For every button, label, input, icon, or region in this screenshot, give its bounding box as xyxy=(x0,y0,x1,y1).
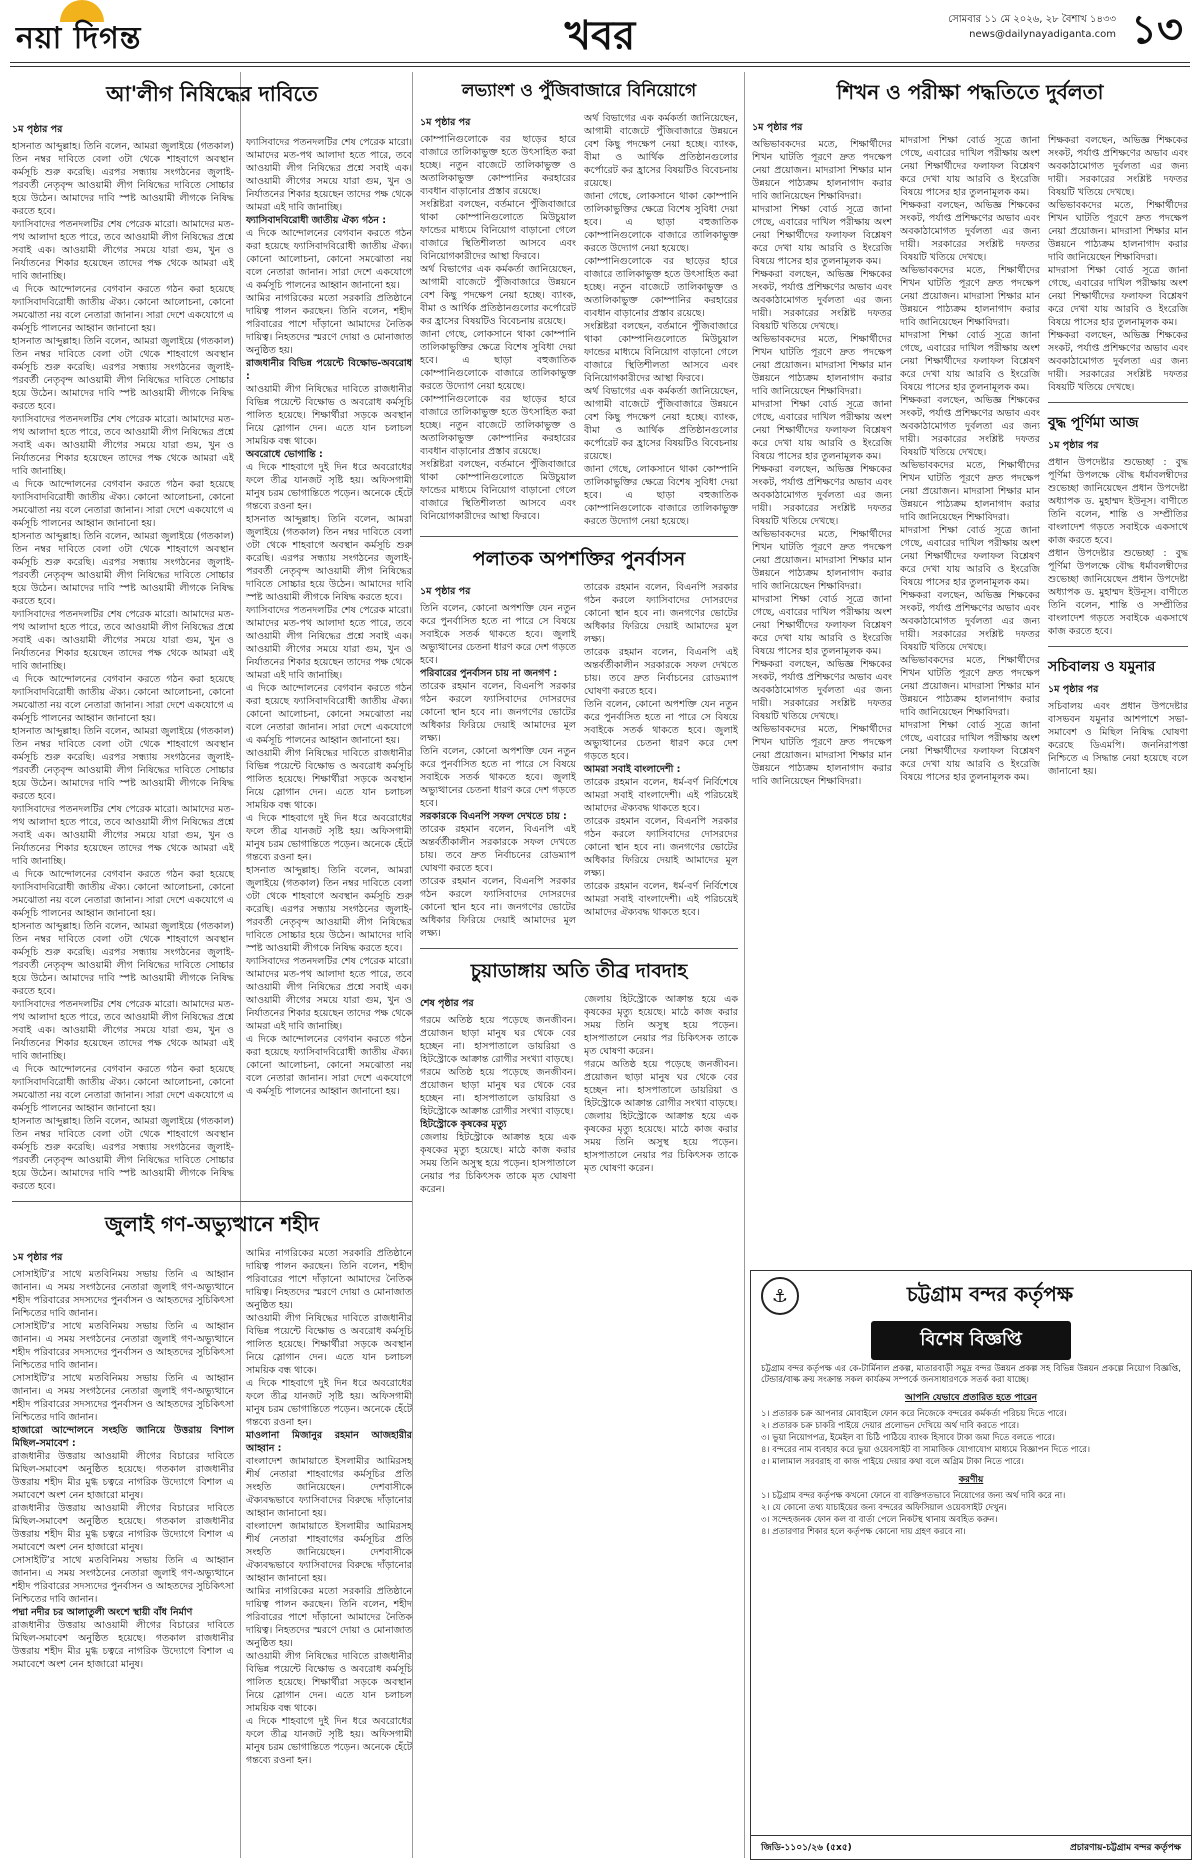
story-paragraph: ফ্যাসিবাদের পতনদলটির শেষ পেরেক মারো। আমাদের মত-পথ আলাদা হতে পারে, তবে আওয়ামী লীগ নিষিদ্ধের প্রশ্নে সবাই এক। আওয়ামী লীগের সময়ে যারা গুম, খুন ও নির্যাতনের শিকার হয়েছেন তাদের পক্ষ থেকে আমরা এই দাবি জানাচ্ছি। xyxy=(12,219,234,282)
story-paragraph: তারেক রহমান বলেন, বিএনপি সরকার গঠন করলে ফ্যাসিবাদের দোসরদের কোনো স্থান হবে না। জনগণের ভোটের অধিকার ফিরিয়ে দেয়াই আমাদের মূল লক্ষ্য। xyxy=(420,876,576,939)
story-paragraph: জেলায় হিটস্ট্রোকে আক্রান্ত হয়ে এক কৃষকের মৃত্যু হয়েছে। মাঠে কাজ করার সময় তিনি অসুস্থ হয়ে পড়েন। হাসপাতালে নেয়ার পর চিকিৎসক তাকে মৃত ঘোষণা করেন। xyxy=(584,994,738,1057)
column-center xyxy=(420,72,738,1858)
story-paragraph: অভিভাবকদের মতে, শিক্ষার্থীদের শিখন ঘাটতি পূরণে দ্রুত পদক্ষেপ নেয়া প্রয়োজন। মাদরাসা শিক্ষার মান উন্নয়নে পাঠ্যক্রম হালনাগাদ করার দাবি জানিয়েছেন শিক্ষাবিদরা। xyxy=(752,724,892,787)
story-paragraph: প্রধান উপদেষ্টার শুভেচ্ছা : বুদ্ধ পূর্ণিমা উপলক্ষে বৌদ্ধ ধর্মাবলম্বীদের শুভেচ্ছা জানিয়েছেন প্রধান উপদেষ্টা অধ্যাপক ড. মুহাম্মদ ইউনূস। বাণীতে তিনি বলেন, শান্তি ও সম্প্রীতির বাংলাদেশ গড়তে সবাইকে একসাথে কাজ করতে হবে। xyxy=(1048,548,1188,637)
story-paragraph: মাদরাসা শিক্ষা বোর্ড সূত্রে জানা গেছে, এবারের দাখিল পরীক্ষায় অংশ নেয়া শিক্ষার্থীদের ফলাফল বিশ্লেষণ করে দেখা যায় আরবি ও ইংরেজি বিষয়ে পাসের হার তুলনামূলক কম। xyxy=(900,330,1040,393)
story-paragraph xyxy=(246,1429,412,1455)
story-paragraph: এ দিকে শাহবাগে দুই দিন ধরে অবরোধের ফলে তীব্র যানজট সৃষ্টি হয়। অফিসগামী মানুষ চরম ভোগান্তিতে পড়েন। অনেকে হেঁটে গন্তব্যে রওনা হন। xyxy=(246,462,412,512)
subhead: আমরা সবাই বাংলাদেশী : xyxy=(584,764,681,775)
story-paragraph: হাসনাত আব্দুল্লাহ। তিনি বলেন, আমরা জুলাইয়ে (গতকাল) তিন নম্বর দাবিতে বেলা ৩টা থেকে শাহবাগে অবস্থান কর্মসূচি শুরু করেছি। এরপর সন্ধ্যায় সংগঠনের জুলাই-পরবর্তী নেতৃবৃন্দ আওয়ামী লীগ নিষিদ্ধের দাবিতে সোচ্চার হয়ে উঠেন। আমাদের দাবি স্পষ্ট আওয়ামী লীগকে নিষিদ্ধ করতে হবে। xyxy=(12,141,234,217)
header-rule-2 xyxy=(10,66,1190,67)
story-paragraph xyxy=(420,810,576,823)
story-divider xyxy=(1048,646,1188,647)
story-paragraph: এ দিকে শাহবাগে দুই দিন ধরে অবরোধের ফলে তীব্র যানজট সৃষ্টি হয়। অফিসগামী মানুষ চরম ভোগান্তিতে পড়েন। অনেকে হেঁটে গন্তব্যে রওনা হন। xyxy=(246,813,412,863)
story-paragraph: রাজধানীর উত্তরায় আওয়ামী লীগের বিচারের দাবিতে মিছিল-সমাবেশ অনুষ্ঠিত হয়েছে। গতকাল রাজধানীর উত্তরায় শহীদ মীর মুগ্ধ চত্বরে নাগরিক উদ্যোগে বিশাল এ সমাবেশে অংশ নেন হাজারো মানুষ। xyxy=(12,1503,234,1553)
story-paragraph: তারেক রহমান বলেন, ধর্ম-বর্ণ নির্বিশেষে আমরা সবাই বাংলাদেশী। এই পরিচয়েই আমাদের ঐক্যবদ্ধ থাকতে হবে। xyxy=(584,777,738,814)
continued-label: শেষ পৃষ্ঠার পর xyxy=(420,998,474,1009)
story-paragraph: আমির নাগরিকের মতো সরকারি প্রতিষ্ঠানে দায়িত্ব পালন করছেন। তিনি বলেন, শহীদ পরিবারের পাশে দাঁড়ানো আমাদের নৈতিক দায়িত্ব। নিহতদের স্মরণে দোয়া ও মোনাজাত অনুষ্ঠিত হয়। xyxy=(246,1586,412,1649)
story-paragraph: এ দিকে আন্দোলনের বেগবান করতে গঠন করা হয়েছে ফ্যাসিবাদবিরোধী জাতীয় ঐক্য। কোনো আলোচনা, কোনো সমঝোতা নয় বলে নেতারা জানান। সারা দেশে একযোগে এ কর্মসূচি পালনের আহ্বান জানানো হয়। xyxy=(12,869,234,919)
story-paragraph xyxy=(12,1606,234,1619)
story-capital-market xyxy=(420,112,576,523)
port-authority-notice-ad xyxy=(750,1270,1192,1860)
story-paragraph: সংশ্লিষ্টরা বলছেন, বর্তমানে পুঁজিবাজারে থাকা কোম্পানিগুলোতে মিউচুয়াল ফান্ডের মাধ্যমে বিনিয়োগ বাড়ানো গেলে বাজারে স্থিতিশীলতা আসবে এবং বিনিয়োগকারীদের আস্থা ফিরবে। xyxy=(420,199,576,262)
story-paragraph: আমির নাগরিকের মতো সরকারি প্রতিষ্ঠানে দায়িত্ব পালন করছেন। তিনি বলেন, শহীদ পরিবারের পাশে দাঁড়ানো আমাদের নৈতিক দায়িত্ব। নিহতদের স্মরণে দোয়া ও মোনাজাত অনুষ্ঠিত হয়। xyxy=(246,1248,412,1311)
subhead: মাওলানা মিজানুর রহমান আজহারীর আহ্বান : xyxy=(246,1430,412,1454)
story-paragraph: সোসাইটি’র সাথে মতবিনিময় সভায় তিনি এ আহ্বান জানান। এ সময় সংগঠনের নেতারা জুলাই গণ-অভ্যুত্থানে শহীদ পরিবারের সদস্যদের পুনর্বাসন ও আহতদের সুচিকিৎসা নিশ্চিতের দাবি জানান। xyxy=(12,1373,234,1423)
newspaper-logo[interactable]: নয়া দিগন্ত xyxy=(16,21,142,56)
ad-header xyxy=(751,1271,1191,1315)
story-fugitive-forces-cont xyxy=(584,581,738,919)
story-paragraph: রাজধানীর উত্তরায় আওয়ামী লীগের বিচারের দাবিতে মিছিল-সমাবেশ অনুষ্ঠিত হয়েছে। গতকাল রাজধানীর উত্তরায় শহীদ মীর মুগ্ধ চত্বরে নাগরিক উদ্যোগে বিশাল এ সমাবেশে অংশ নেন হাজারো মানুষ। xyxy=(12,1620,234,1670)
column-right xyxy=(752,72,1188,1262)
headline-july-martyrs[interactable]: জুলাই গণ-অভ্যুত্থানে শহীদ xyxy=(104,1212,320,1236)
subhead: হিটস্ট্রোকে কৃষকের মৃত্যু xyxy=(420,1119,507,1130)
story-paragraph: সোসাইটি’র সাথে মতবিনিময় সভায় তিনি এ আহ্বান জানান। এ সময় সংগঠনের নেতারা জুলাই গণ-অভ্যুত্থানে শহীদ পরিবারের সদস্যদের পুনর্বাসন ও আহতদের সুচিকিৎসা নিশ্চিতের দাবি জানান। xyxy=(12,1269,234,1319)
story-paragraph: সচিবালয় এবং প্রধান উপদেষ্টার বাসভবন যমুনার আশপাশে সভা-সমাবেশ ও মিছিল নিষিদ্ধ ঘোষণা করেছে ডিএমপি। জননিরাপত্তা নিশ্চিতে এ সিদ্ধান্ত নেয়া হয়েছে বলে জানানো হয়। xyxy=(1048,701,1188,777)
subhead: পদ্মা নদীর চর আলাতুলী অংশে স্থায়ী বাঁধ নির্মাণ xyxy=(12,1607,193,1618)
story-paragraph: শিক্ষকরা বলছেন, অভিজ্ঞ শিক্ষকের সংকট, পর্যাপ্ত প্রশিক্ষণের অভাব এবং অবকাঠামোগত দুর্বলতা এর জন্য দায়ী। সরকারের সংশ্লিষ্ট দফতর বিষয়টি খতিয়ে দেখছে। xyxy=(1048,330,1188,393)
continued-label: ১ম পৃষ্ঠার পর xyxy=(1048,684,1099,695)
ad-list-item: ২। যে কোনো তথ্য যাচাইয়ের জন্য বন্দরের অফিসিয়াল ওয়েবসাইট দেখুন। xyxy=(761,1503,1007,1513)
story-paragraph: সোসাইটি’র সাথে মতবিনিময় সভায় তিনি এ আহ্বান জানান। এ সময় সংগঠনের নেতারা জুলাই গণ-অভ্যুত্থানে শহীদ পরিবারের সদস্যদের পুনর্বাসন ও আহতদের সুচিকিৎসা নিশ্চিতের দাবি জানান। xyxy=(12,1321,234,1371)
ad-footer xyxy=(751,1835,1191,1859)
continued-label: ১ম পৃষ্ঠার পর xyxy=(420,117,471,128)
story-chuadanga-heat xyxy=(420,993,576,1196)
continued-label: ১ম পৃষ্ঠার পর xyxy=(1048,440,1099,451)
story-paragraph: তারেক রহমান বলেন, বিএনপি সরকার গঠন করলে ফ্যাসিবাদের দোসরদের কোনো স্থান হবে না। জনগণের ভোটের অধিকার ফিরিয়ে দেয়াই আমাদের মূল লক্ষ্য। xyxy=(584,816,738,879)
continued-label: ১ম পৃষ্ঠার পর xyxy=(12,124,63,135)
subhead: হাজারো আন্দোলনে সংহতি জানিয়ে উত্তরায় বিশাল মিছিল-সমাবেশ : xyxy=(12,1425,234,1449)
story-paragraph: তারেক রহমান বলেন, বিএনপি এই অন্তর্বর্তীকালীন সরকারকে সফল দেখতে চায়। তবে দ্রুত নির্বাচনের রোডম্যাপ ঘোষণা করতে হবে। xyxy=(420,824,576,874)
story-learning-weakness-cont xyxy=(900,117,1040,784)
story-paragraph: হাসনাত আব্দুল্লাহ। তিনি বলেন, আমরা জুলাইয়ে (গতকাল) তিন নম্বর দাবিতে বেলা ৩টা থেকে শাহবাগে অবস্থান কর্মসূচি শুরু করেছি। এরপর সন্ধ্যায় সংগঠনের জুলাই-পরবর্তী নেতৃবৃন্দ আওয়ামী লীগ নিষিদ্ধের দাবিতে সোচ্চার হয়ে উঠেন। আমাদের দাবি স্পষ্ট আওয়ামী লীগকে নিষিদ্ধ করতে হবে। xyxy=(12,1116,234,1192)
headline-chuadanga-heat[interactable]: চুয়াডাঙ্গায় অতি তীব্র দাবদাহ xyxy=(470,960,688,982)
story-paragraph: অভিভাবকদের মতে, শিক্ষার্থীদের শিখন ঘাটতি পূরণে দ্রুত পদক্ষেপ নেয়া প্রয়োজন। মাদরাসা শিক্ষার মান উন্নয়নে পাঠ্যক্রম হালনাগাদ করার দাবি জানিয়েছেন শিক্ষাবিদরা। xyxy=(900,460,1040,523)
ad-subheading: করণীয় xyxy=(958,1475,984,1485)
story-paragraph: প্রধান উপদেষ্টার শুভেচ্ছা : বুদ্ধ পূর্ণিমা উপলক্ষে বৌদ্ধ ধর্মাবলম্বীদের শুভেচ্ছা জানিয়েছেন প্রধান উপদেষ্টা অধ্যাপক ড. মুহাম্মদ ইউনূস। বাণীতে তিনি বলেন, শান্তি ও সম্প্রীতির বাংলাদেশ গড়তে সবাইকে একসাথে কাজ করতে হবে। xyxy=(1048,457,1188,546)
story-paragraph: অভিভাবকদের মতে, শিক্ষার্থীদের শিখন ঘাটতি পূরণে দ্রুত পদক্ষেপ নেয়া প্রয়োজন। মাদরাসা শিক্ষার মান উন্নয়নে পাঠ্যক্রম হালনাগাদ করার দাবি জানিয়েছেন শিক্ষাবিদরা। xyxy=(752,139,892,202)
ad-list-item: ৩। সন্দেহজনক ফোন কল বা বার্তা পেলে নিকটস্থ থানায় অবহিত করুন। xyxy=(761,1515,998,1525)
story-paragraph: গরমে অতিষ্ঠ হয়ে পড়েছে জনজীবন। প্রয়োজন ছাড়া মানুষ ঘর থেকে বের হচ্ছেন না। হাসপাতালে ডায়রিয়া ও হিটস্ট্রোকে আক্রান্ত রোগীর সংখ্যা বাড়ছে। xyxy=(420,1015,576,1065)
ad-list-item: ৪। প্রতারণার শিকার হলে কর্তৃপক্ষ কোনো দায় গ্রহণ করবে না। xyxy=(761,1527,966,1537)
story-paragraph: গরমে অতিষ্ঠ হয়ে পড়েছে জনজীবন। প্রয়োজন ছাড়া মানুষ ঘর থেকে বের হচ্ছেন না। হাসপাতালে ডায়রিয়া ও হিটস্ট্রোকে আক্রান্ত রোগীর সংখ্যা বাড়ছে। xyxy=(584,1059,738,1109)
ad-list-item: ১। প্রতারক চক্র আপনার মোবাইলে ফোন করে নিজেকে বন্দরের কর্মকর্তা পরিচয় দিতে পারে। xyxy=(761,1409,1067,1419)
story-paragraph: কোম্পানিগুলোকে বর ছাড়ের হারে বাজারে তালিকাভুক্ত হতে উৎসাহিত করা হচ্ছে। নতুন বাজেটে তালিকাভুক্ত ও অতালিকাভুক্ত কোম্পানির করহারের ব্যবধান বাড়ানোর প্রস্তাব রয়েছে। xyxy=(584,256,738,319)
story-paragraph: তিনি বলেন, কোনো অপশক্তি যেন নতুন করে পুনর্বাসিত হতে না পারে সে বিষয়ে সবাইকে সতর্ক থাকতে হবে। জুলাই অভ্যুত্থানের চেতনা ধারণ করে দেশ গড়তে হবে। xyxy=(420,746,576,809)
story-paragraph: ফ্যাসিবাদের পতনদলটির শেষ পেরেক মারো। আমাদের মত-পথ আলাদা হতে পারে, তবে আওয়ামী লীগ নিষিদ্ধের প্রশ্নে সবাই এক। আওয়ামী লীগের সময়ে যারা গুম, খুন ও নির্যাতনের শিকার হয়েছেন তাদের পক্ষ থেকে আমরা এই দাবি জানাচ্ছি। xyxy=(12,999,234,1062)
story-paragraph: আওয়ামী লীগ নিষিদ্ধের দাবিতে রাজধানীর বিভিন্ন পয়েন্টে বিক্ষোভ ও অবরোধ কর্মসূচি পালিত হয়েছে। শিক্ষার্থীরা সড়কে অবস্থান নিয়ে স্লোগান দেন। এতে যান চলাচল সাময়িক বন্ধ থাকে। xyxy=(246,1651,412,1714)
section-title: খবর xyxy=(564,12,636,59)
story-paragraph: গরমে অতিষ্ঠ হয়ে পড়েছে জনজীবন। প্রয়োজন ছাড়া মানুষ ঘর থেকে বের হচ্ছেন না। হাসপাতালে ডায়রিয়া ও হিটস্ট্রোকে আক্রান্ত রোগীর সংখ্যা বাড়ছে। xyxy=(420,1067,576,1117)
story-paragraph: অর্থ বিভাগের এক কর্মকর্তা জানিয়েছেন, আগামী বাজেটে পুঁজিবাজারে উন্নয়নে বেশ কিছু পদক্ষেপ নেয়া হচ্ছে। ব্যাংক, বীমা ও আর্থিক প্রতিষ্ঠানগুলোর কর্পোরেট কর হ্রাসের বিষয়টিও বিবেচনায় রয়েছে। xyxy=(584,386,738,462)
story-capital-market-cont xyxy=(584,112,738,528)
story-paragraph: ফ্যাসিবাদের পতনদলটির শেষ পেরেক মারো। আমাদের মত-পথ আলাদা হতে পারে, তবে আওয়ামী লীগ নিষিদ্ধের প্রশ্নে সবাই এক। আওয়ামী লীগের সময়ে যারা গুম, খুন ও নির্যাতনের শিকার হয়েছেন তাদের পক্ষ থেকে আমরা এই দাবি জানাচ্ছি। xyxy=(12,414,234,477)
ad-list-item: ৩। ভুয়া নিয়োগপত্র, ইমেইল বা চিঠি পাঠিয়ে ব্যাংক হিসাবে টাকা জমা দিতে বলতে পারে। xyxy=(761,1433,1055,1443)
headline-learning-weakness[interactable]: শিখন ও পরীক্ষা পদ্ধতিতে দুর্বলতা xyxy=(836,80,1104,104)
story-awami-league-ban-cont xyxy=(246,119,412,1098)
story-paragraph: এ দিকে আন্দোলনের বেগবান করতে গঠন করা হয়েছে ফ্যাসিবাদবিরোধী জাতীয় ঐক্য। কোনো আলোচনা, কোনো সমঝোতা নয় বলে নেতারা জানান। সারা দেশে একযোগে এ কর্মসূচি পালনের আহ্বান জানানো হয়। xyxy=(246,228,412,291)
page-number: ১৩ xyxy=(1131,6,1183,53)
story-paragraph: ফ্যাসিবাদের পতনদলটির শেষ পেরেক মারো। আমাদের মত-পথ আলাদা হতে পারে, তবে আওয়ামী লীগ নিষিদ্ধের প্রশ্নে সবাই এক। আওয়ামী লীগের সময়ে যারা গুম, খুন ও নির্যাতনের শিকার হয়েছেন তাদের পক্ষ থেকে আমরা এই দাবি জানাচ্ছি। xyxy=(246,956,412,1032)
story-paragraph xyxy=(246,357,412,383)
masthead xyxy=(0,0,1200,62)
story-paragraph: মাদরাসা শিক্ষা বোর্ড সূত্রে জানা গেছে, এবারের দাখিল পরীক্ষায় অংশ নেয়া শিক্ষার্থীদের ফলাফল বিশ্লেষণ করে দেখা যায় আরবি ও ইংরেজি বিষয়ে পাসের হার তুলনামূলক কম। xyxy=(752,399,892,462)
story-divider xyxy=(420,536,738,537)
story-fugitive-forces xyxy=(420,581,576,940)
ad-banner: বিশেষ বিজ্ঞপ্তি xyxy=(871,1321,1071,1360)
story-paragraph: এ দিকে আন্দোলনের বেগবান করতে গঠন করা হয়েছে ফ্যাসিবাদবিরোধী জাতীয় ঐক্য। কোনো আলোচনা, কোনো সমঝোতা নয় বলে নেতারা জানান। সারা দেশে একযোগে এ কর্মসূচি পালনের আহ্বান জানানো হয়। xyxy=(12,284,234,334)
continued-label: ১ম পৃষ্ঠার পর xyxy=(752,122,803,133)
story-paragraph xyxy=(420,667,576,680)
headline-secretariat-jamuna[interactable]: সচিবালয় ও যমুনার xyxy=(1048,659,1156,675)
story-paragraph: মাদরাসা শিক্ষা বোর্ড সূত্রে জানা গেছে, এবারের দাখিল পরীক্ষায় অংশ নেয়া শিক্ষার্থীদের ফলাফল বিশ্লেষণ করে দেখা যায় আরবি ও ইংরেজি বিষয়ে পাসের হার তুলনামূলক কম। xyxy=(900,525,1040,588)
story-paragraph: এ দিকে শাহবাগে দুই দিন ধরে অবরোধের ফলে তীব্র যানজট সৃষ্টি হয়। অফিসগামী মানুষ চরম ভোগান্তিতে পড়েন। অনেকে হেঁটে গন্তব্যে রওনা হন। xyxy=(246,1716,412,1766)
story-paragraph: শিক্ষকরা বলছেন, অভিজ্ঞ শিক্ষকের সংকট, পর্যাপ্ত প্রশিক্ষণের অভাব এবং অবকাঠামোগত দুর্বলতা এর জন্য দায়ী। সরকারের সংশ্লিষ্ট দফতর বিষয়টি খতিয়ে দেখছে। xyxy=(900,395,1040,458)
dateline xyxy=(948,12,1116,42)
story-paragraph: মাদরাসা শিক্ষা বোর্ড সূত্রে জানা গেছে, এবারের দাখিল পরীক্ষায় অংশ নেয়া শিক্ষার্থীদের ফলাফল বিশ্লেষণ করে দেখা যায় আরবি ও ইংরেজি বিষয়ে পাসের হার তুলনামূলক কম। xyxy=(752,594,892,657)
ad-list-item: ৪। বন্দরের নাম ব্যবহার করে ভুয়া ওয়েবসাইট বা সামাজিক যোগাযোগ মাধ্যমে বিজ্ঞাপন দিতে পারে। xyxy=(761,1445,1091,1455)
story-paragraph: এ দিকে আন্দোলনের বেগবান করতে গঠন করা হয়েছে ফ্যাসিবাদবিরোধী জাতীয় ঐক্য। কোনো আলোচনা, কোনো সমঝোতা নয় বলে নেতারা জানান। সারা দেশে একযোগে এ কর্মসূচি পালনের আহ্বান জানানো হয়। xyxy=(12,1064,234,1114)
story-paragraph: বাংলাদেশ জামায়াতে ইসলামীর আমিরসহ শীর্ষ নেতারা শাহবাগের কর্মসূচির প্রতি সংহতি জানিয়েছেন। দেশবাসীকে ঐক্যবদ্ধভাবে ফ্যাসিবাদের বিরুদ্ধে দাঁড়ানোর আহ্বান জানানো হয়। xyxy=(246,1456,412,1519)
story-divider xyxy=(1048,402,1188,403)
story-paragraph: অভিভাবকদের মতে, শিক্ষার্থীদের শিখন ঘাটতি পূরণে দ্রুত পদক্ষেপ নেয়া প্রয়োজন। মাদরাসা শিক্ষার মান উন্নয়নে পাঠ্যক্রম হালনাগাদ করার দাবি জানিয়েছেন শিক্ষাবিদরা। xyxy=(900,265,1040,328)
story-paragraph: মাদরাসা শিক্ষা বোর্ড সূত্রে জানা গেছে, এবারের দাখিল পরীক্ষায় অংশ নেয়া শিক্ষার্থীদের ফলাফল বিশ্লেষণ করে দেখা যায় আরবি ও ইংরেজি বিষয়ে পাসের হার তুলনামূলক কম। xyxy=(900,135,1040,198)
email-link[interactable]: news@dailynayadiganta.com xyxy=(969,29,1116,40)
ad-warning-list xyxy=(751,1409,1191,1468)
column-awami-league-ban xyxy=(12,72,412,1858)
story-paragraph: ফ্যাসিবাদের পতনদলটির শেষ পেরেক মারো। আমাদের মত-পথ আলাদা হতে পারে, তবে আওয়ামী লীগ নিষিদ্ধের প্রশ্নে সবাই এক। আওয়ামী লীগের সময়ে যারা গুম, খুন ও নির্যাতনের শিকার হয়েছেন তাদের পক্ষ থেকে আমরা এই দাবি জানাচ্ছি। xyxy=(12,804,234,867)
story-awami-league-ban xyxy=(12,119,234,1193)
story-paragraph xyxy=(584,763,738,776)
story-paragraph: বাংলাদেশ জামায়াতে ইসলামীর আমিরসহ শীর্ষ নেতারা শাহবাগের কর্মসূচির প্রতি সংহতি জানিয়েছেন। দেশবাসীকে ঐক্যবদ্ধভাবে ফ্যাসিবাদের বিরুদ্ধে দাঁড়ানোর আহ্বান জানানো হয়। xyxy=(246,1521,412,1584)
story-paragraph: হাসনাত আব্দুল্লাহ। তিনি বলেন, আমরা জুলাইয়ে (গতকাল) তিন নম্বর দাবিতে বেলা ৩টা থেকে শাহবাগে অবস্থান কর্মসূচি শুরু করেছি। এরপর সন্ধ্যায় সংগঠনের জুলাই-পরবর্তী নেতৃবৃন্দ আওয়ামী লীগ নিষিদ্ধের দাবিতে সোচ্চার হয়ে উঠেন। আমাদের দাবি স্পষ্ট আওয়ামী লীগকে নিষিদ্ধ করতে হবে। xyxy=(12,921,234,997)
story-paragraph: আওয়ামী লীগ নিষিদ্ধের দাবিতে রাজধানীর বিভিন্ন পয়েন্টে বিক্ষোভ ও অবরোধ কর্মসূচি পালিত হয়েছে। শিক্ষার্থীরা সড়কে অবস্থান নিয়ে স্লোগান দেন। এতে যান চলাচল সাময়িক বন্ধ থাকে। xyxy=(246,748,412,811)
story-paragraph: অভিভাবকদের মতে, শিক্ষার্থীদের শিখন ঘাটতি পূরণে দ্রুত পদক্ষেপ নেয়া প্রয়োজন। মাদরাসা শিক্ষার মান উন্নয়নে পাঠ্যক্রম হালনাগাদ করার দাবি জানিয়েছেন শিক্ষাবিদরা। xyxy=(1048,200,1188,263)
ad-action-list xyxy=(751,1491,1191,1538)
story-paragraph: তারেক রহমান বলেন, বিএনপি সরকার গঠন করলে ফ্যাসিবাদের দোসরদের কোনো স্থান হবে না। জনগণের ভোটের অধিকার ফিরিয়ে দেয়াই আমাদের মূল লক্ষ্য। xyxy=(420,681,576,744)
story-paragraph: রাজধানীর উত্তরায় আওয়ামী লীগের বিচারের দাবিতে মিছিল-সমাবেশ অনুষ্ঠিত হয়েছে। গতকাল রাজধানীর উত্তরায় শহীদ মীর মুগ্ধ চত্বরে নাগরিক উদ্যোগে বিশাল এ সমাবেশে অংশ নেন হাজারো মানুষ। xyxy=(12,1451,234,1501)
story-paragraph: অর্থ বিভাগের এক কর্মকর্তা জানিয়েছেন, আগামী বাজেটে পুঁজিবাজারে উন্নয়নে বেশ কিছু পদক্ষেপ নেয়া হচ্ছে। ব্যাংক, বীমা ও আর্থিক প্রতিষ্ঠানগুলোর কর্পোরেট কর হ্রাসের বিষয়টিও বিবেচনায় রয়েছে। xyxy=(584,113,738,189)
ad-code: জিডি-১১০১/২৬ (৫x৫) xyxy=(761,1843,852,1853)
ad-authority-name: চট্টগ্রাম বন্দর কর্তৃপক্ষ xyxy=(906,1281,1074,1306)
story-paragraph: সোসাইটি’র সাথে মতবিনিময় সভায় তিনি এ আহ্বান জানান। এ সময় সংগঠনের নেতারা জুলাই গণ-অভ্যুত্থানে শহীদ পরিবারের সদস্যদের পুনর্বাসন ও আহতদের সুচিকিৎসা নিশ্চিতের দাবি জানান। xyxy=(12,1555,234,1605)
story-paragraph: হাসনাত আব্দুল্লাহ। তিনি বলেন, আমরা জুলাইয়ে (গতকাল) তিন নম্বর দাবিতে বেলা ৩টা থেকে শাহবাগে অবস্থান কর্মসূচি শুরু করেছি। এরপর সন্ধ্যায় সংগঠনের জুলাই-পরবর্তী নেতৃবৃন্দ আওয়ামী লীগ নিষিদ্ধের দাবিতে সোচ্চার হয়ে উঠেন। আমাদের দাবি স্পষ্ট আওয়ামী লীগকে নিষিদ্ধ করতে হবে। xyxy=(12,531,234,607)
story-learning-weakness xyxy=(752,117,892,788)
story-paragraph: এ দিকে আন্দোলনের বেগবান করতে গঠন করা হয়েছে ফ্যাসিবাদবিরোধী জাতীয় ঐক্য। কোনো আলোচনা, কোনো সমঝোতা নয় বলে নেতারা জানান। সারা দেশে একযোগে এ কর্মসূচি পালনের আহ্বান জানানো হয়। xyxy=(12,479,234,529)
story-paragraph: হাসনাত আব্দুল্লাহ। তিনি বলেন, আমরা জুলাইয়ে (গতকাল) তিন নম্বর দাবিতে বেলা ৩টা থেকে শাহবাগে অবস্থান কর্মসূচি শুরু করেছি। এরপর সন্ধ্যায় সংগঠনের জুলাই-পরবর্তী নেতৃবৃন্দ আওয়ামী লীগ নিষিদ্ধের দাবিতে সোচ্চার হয়ে উঠেন। আমাদের দাবি স্পষ্ট আওয়ামী লীগকে নিষিদ্ধ করতে হবে। xyxy=(246,865,412,954)
ad-publisher: প্রচারণায়-চট্টগ্রাম বন্দর কর্তৃপক্ষ xyxy=(1069,1843,1181,1853)
story-paragraph: জানা গেছে, লোকসানে থাকা কোম্পানি তালিকাভুক্তির ক্ষেত্রে বিশেষ সুবিধা দেয়া হবে। এ ছাড়া বহুজাতিক কোম্পানিগুলোকে বাজারে তালিকাভুক্ত করতে উদ্যোগ নেয়া হয়েছে। xyxy=(584,464,738,527)
continued-label: ১ম পৃষ্ঠার পর xyxy=(420,586,471,597)
story-paragraph: আমির নাগরিকের মতো সরকারি প্রতিষ্ঠানে দায়িত্ব পালন করছেন। তিনি বলেন, শহীদ পরিবারের পাশে দাঁড়ানো আমাদের নৈতিক দায়িত্ব। নিহতদের স্মরণে দোয়া ও মোনাজাত অনুষ্ঠিত হয়। xyxy=(246,293,412,356)
story-paragraph: সংশ্লিষ্টরা বলছেন, বর্তমানে পুঁজিবাজারে থাকা কোম্পানিগুলোতে মিউচুয়াল ফান্ডের মাধ্যমে বিনিয়োগ বাড়ানো গেলে বাজারে স্থিতিশীলতা আসবে এবং বিনিয়োগকারীদের আস্থা ফিরবে। xyxy=(420,459,576,522)
ad-list-item: ২। প্রতারক চক্র চাকরি পাইয়ে দেয়ার প্রলোভন দেখিয়ে অর্থ দাবি করতে পারে। xyxy=(761,1421,1020,1431)
story-paragraph: জেলায় হিটস্ট্রোকে আক্রান্ত হয়ে এক কৃষকের মৃত্যু হয়েছে। মাঠে কাজ করার সময় তিনি অসুস্থ হয়ে পড়েন। হাসপাতালে নেয়ার পর চিকিৎসক তাকে মৃত ঘোষণা করেন। xyxy=(584,1111,738,1174)
story-paragraph: আওয়ামী লীগ নিষিদ্ধের দাবিতে রাজধানীর বিভিন্ন পয়েন্টে বিক্ষোভ ও অবরোধ কর্মসূচি পালিত হয়েছে। শিক্ষার্থীরা সড়কে অবস্থান নিয়ে স্লোগান দেন। এতে যান চলাচল সাময়িক বন্ধ থাকে। xyxy=(246,384,412,447)
story-paragraph: ফ্যাসিবাদের পতনদলটির শেষ পেরেক মারো। আমাদের মত-পথ আলাদা হতে পারে, তবে আওয়ামী লীগ নিষিদ্ধের প্রশ্নে সবাই এক। আওয়ামী লীগের সময়ে যারা গুম, খুন ও নির্যাতনের শিকার হয়েছেন তাদের পক্ষ থেকে আমরা এই দাবি জানাচ্ছি। xyxy=(246,137,412,213)
story-paragraph xyxy=(420,1118,576,1131)
ad-subheading: আপনি যেভাবে প্রতারিত হতে পারেন xyxy=(905,1393,1037,1403)
story-paragraph: ফ্যাসিবাদের পতনদলটির শেষ পেরেক মারো। আমাদের মত-পথ আলাদা হতে পারে, তবে আওয়ামী লীগ নিষিদ্ধের প্রশ্নে সবাই এক। আওয়ামী লীগের সময়ে যারা গুম, খুন ও নির্যাতনের শিকার হয়েছেন তাদের পক্ষ থেকে আমরা এই দাবি জানাচ্ছি। xyxy=(246,605,412,681)
story-paragraph xyxy=(12,1424,234,1450)
story-paragraph: অভিভাবকদের মতে, শিক্ষার্থীদের শিখন ঘাটতি পূরণে দ্রুত পদক্ষেপ নেয়া প্রয়োজন। মাদরাসা শিক্ষার মান উন্নয়নে পাঠ্যক্রম হালনাগাদ করার দাবি জানিয়েছেন শিক্ষাবিদরা। xyxy=(900,655,1040,718)
story-paragraph: জানা গেছে, লোকসানে থাকা কোম্পানি তালিকাভুক্তির ক্ষেত্রে বিশেষ সুবিধা দেয়া হবে। এ ছাড়া বহুজাতিক কোম্পানিগুলোকে বাজারে তালিকাভুক্ত করতে উদ্যোগ নেয়া হয়েছে। xyxy=(584,191,738,254)
story-paragraph: আওয়ামী লীগ নিষিদ্ধের দাবিতে রাজধানীর বিভিন্ন পয়েন্টে বিক্ষোভ ও অবরোধ কর্মসূচি পালিত হয়েছে। শিক্ষার্থীরা সড়কে অবস্থান নিয়ে স্লোগান দেন। এতে যান চলাচল সাময়িক বন্ধ থাকে। xyxy=(246,1313,412,1376)
story-paragraph: শিক্ষকরা বলছেন, অভিজ্ঞ শিক্ষকের সংকট, পর্যাপ্ত প্রশিক্ষণের অভাব এবং অবকাঠামোগত দুর্বলতা এর জন্য দায়ী। সরকারের সংশ্লিষ্ট দফতর বিষয়টি খতিয়ে দেখছে। xyxy=(752,464,892,527)
story-paragraph: জেলায় হিটস্ট্রোকে আক্রান্ত হয়ে এক কৃষকের মৃত্যু হয়েছে। মাঠে কাজ করার সময় তিনি অসুস্থ হয়ে পড়েন। হাসপাতালে নেয়ার পর চিকিৎসক তাকে মৃত ঘোষণা করেন। xyxy=(420,1132,576,1195)
story-paragraph: হাসনাত আব্দুল্লাহ। তিনি বলেন, আমরা জুলাইয়ে (গতকাল) তিন নম্বর দাবিতে বেলা ৩টা থেকে শাহবাগে অবস্থান কর্মসূচি শুরু করেছি। এরপর সন্ধ্যায় সংগঠনের জুলাই-পরবর্তী নেতৃবৃন্দ আওয়ামী লীগ নিষিদ্ধের দাবিতে সোচ্চার হয়ে উঠেন। আমাদের দাবি স্পষ্ট আওয়ামী লীগকে নিষিদ্ধ করতে হবে। xyxy=(12,336,234,412)
story-paragraph: শিক্ষকরা বলছেন, অভিজ্ঞ শিক্ষকের সংকট, পর্যাপ্ত প্রশিক্ষণের অভাব এবং অবকাঠামোগত দুর্বলতা এর জন্য দায়ী। সরকারের সংশ্লিষ্ট দফতর বিষয়টি খতিয়ে দেখছে। xyxy=(900,200,1040,263)
column-divider xyxy=(744,72,745,1858)
story-paragraph: কোম্পানিগুলোকে বর ছাড়ের হারে বাজারে তালিকাভুক্ত হতে উৎসাহিত করা হচ্ছে। নতুন বাজেটে তালিকাভুক্ত ও অতালিকাভুক্ত কোম্পানির করহারের ব্যবধান বাড়ানোর প্রস্তাব রয়েছে। xyxy=(420,394,576,457)
story-paragraph: অর্থ বিভাগের এক কর্মকর্তা জানিয়েছেন, আগামী বাজেটে পুঁজিবাজারে উন্নয়নে বেশ কিছু পদক্ষেপ নেয়া হচ্ছে। ব্যাংক, বীমা ও আর্থিক প্রতিষ্ঠানগুলোর কর্পোরেট কর হ্রাসের বিষয়টিও বিবেচনায় রয়েছে। xyxy=(420,264,576,327)
ad-list-item: ১। চট্টগ্রাম বন্দর কর্তৃপক্ষ কখনো ফোনে বা ব্যক্তিগতভাবে নিয়োগের জন্য অর্থ দাবি করে না। xyxy=(761,1491,1066,1501)
story-july-martyrs xyxy=(12,1247,234,1671)
story-paragraph: তারেক রহমান বলেন, বিএনপি সরকার গঠন করলে ফ্যাসিবাদের দোসরদের কোনো স্থান হবে না। জনগণের ভোটের অধিকার ফিরিয়ে দেয়াই আমাদের মূল লক্ষ্য। xyxy=(584,582,738,645)
story-paragraph: এ দিকে আন্দোলনের বেগবান করতে গঠন করা হয়েছে ফ্যাসিবাদবিরোধী জাতীয় ঐক্য। কোনো আলোচনা, কোনো সমঝোতা নয় বলে নেতারা জানান। সারা দেশে একযোগে এ কর্মসূচি পালনের আহ্বান জানানো হয়। xyxy=(246,683,412,746)
story-july-martyrs-cont xyxy=(246,1247,412,1767)
subhead: রাজধানীর বিভিন্ন পয়েন্টে বিক্ষোভ-অবরোধ : xyxy=(246,358,412,382)
story-paragraph: তিনি বলেন, কোনো অপশক্তি যেন নতুন করে পুনর্বাসিত হতে না পারে সে বিষয়ে সবাইকে সতর্ক থাকতে হবে। জুলাই অভ্যুত্থানের চেতনা ধারণ করে দেশ গড়তে হবে। xyxy=(584,699,738,762)
story-paragraph: শিক্ষকরা বলছেন, অভিজ্ঞ শিক্ষকের সংকট, পর্যাপ্ত প্রশিক্ষণের অভাব এবং অবকাঠামোগত দুর্বলতা এর জন্য দায়ী। সরকারের সংশ্লিষ্ট দফতর বিষয়টি খতিয়ে দেখছে। xyxy=(900,590,1040,653)
story-divider xyxy=(420,948,738,949)
story-chuadanga-heat-cont xyxy=(584,993,738,1175)
subhead: ফ্যাসিবাদবিরোধী জাতীয় ঐক্য গঠন : xyxy=(246,215,387,226)
story-paragraph xyxy=(246,448,412,461)
story-paragraph: জানা গেছে, লোকসানে থাকা কোম্পানি তালিকাভুক্তির ক্ষেত্রে বিশেষ সুবিধা দেয়া হবে। এ ছাড়া বহুজাতিক কোম্পানিগুলোকে বাজারে তালিকাভুক্ত করতে উদ্যোগ নেয়া হয়েছে। xyxy=(420,329,576,392)
story-paragraph: হাসনাত আব্দুল্লাহ। তিনি বলেন, আমরা জুলাইয়ে (গতকাল) তিন নম্বর দাবিতে বেলা ৩টা থেকে শাহবাগে অবস্থান কর্মসূচি শুরু করেছি। এরপর সন্ধ্যায় সংগঠনের জুলাই-পরবর্তী নেতৃবৃন্দ আওয়ামী লীগ নিষিদ্ধের দাবিতে সোচ্চার হয়ে উঠেন। আমাদের দাবি স্পষ্ট আওয়ামী লীগকে নিষিদ্ধ করতে হবে। xyxy=(12,726,234,802)
story-sidebar xyxy=(1048,117,1188,778)
story-paragraph: সংশ্লিষ্টরা বলছেন, বর্তমানে পুঁজিবাজারে থাকা কোম্পানিগুলোতে মিউচুয়াল ফান্ডের মাধ্যমে বিনিয়োগ বাড়ানো গেলে বাজারে স্থিতিশীলতা আসবে এবং বিনিয়োগকারীদের আস্থা ফিরবে। xyxy=(584,321,738,384)
story-paragraph: অভিভাবকদের মতে, শিক্ষার্থীদের শিখন ঘাটতি পূরণে দ্রুত পদক্ষেপ নেয়া প্রয়োজন। মাদরাসা শিক্ষার মান উন্নয়নে পাঠ্যক্রম হালনাগাদ করার দাবি জানিয়েছেন শিক্ষাবিদরা। xyxy=(752,529,892,592)
story-paragraph: এ দিকে আন্দোলনের বেগবান করতে গঠন করা হয়েছে ফ্যাসিবাদবিরোধী জাতীয় ঐক্য। কোনো আলোচনা, কোনো সমঝোতা নয় বলে নেতারা জানান। সারা দেশে একযোগে এ কর্মসূচি পালনের আহ্বান জানানো হয়। xyxy=(246,1034,412,1097)
subhead: সরকারকে বিএনপি সফল দেখতে চায় : xyxy=(420,811,567,822)
story-paragraph xyxy=(246,214,412,227)
story-paragraph: এ দিকে শাহবাগে দুই দিন ধরে অবরোধের ফলে তীব্র যানজট সৃষ্টি হয়। অফিসগামী মানুষ চরম ভোগান্তিতে পড়েন। অনেকে হেঁটে গন্তব্যে রওনা হন। xyxy=(246,1378,412,1428)
story-paragraph: তিনি বলেন, কোনো অপশক্তি যেন নতুন করে পুনর্বাসিত হতে না পারে সে বিষয়ে সবাইকে সতর্ক থাকতে হবে। জুলাই অভ্যুত্থানের চেতনা ধারণ করে দেশ গড়তে হবে। xyxy=(420,603,576,666)
story-paragraph: হাসনাত আব্দুল্লাহ। তিনি বলেন, আমরা জুলাইয়ে (গতকাল) তিন নম্বর দাবিতে বেলা ৩টা থেকে শাহবাগে অবস্থান কর্মসূচি শুরু করেছি। এরপর সন্ধ্যায় সংগঠনের জুলাই-পরবর্তী নেতৃবৃন্দ আওয়ামী লীগ নিষিদ্ধের দাবিতে সোচ্চার হয়ে উঠেন। আমাদের দাবি স্পষ্ট আওয়ামী লীগকে নিষিদ্ধ করতে হবে। xyxy=(246,514,412,603)
header-rule xyxy=(10,62,1190,63)
story-paragraph: মাদরাসা শিক্ষা বোর্ড সূত্রে জানা গেছে, এবারের দাখিল পরীক্ষায় অংশ নেয়া শিক্ষার্থীদের ফলাফল বিশ্লেষণ করে দেখা যায় আরবি ও ইংরেজি বিষয়ে পাসের হার তুলনামূলক কম। xyxy=(752,204,892,267)
headline-awami-league-ban[interactable]: আ'লীগ নিষিদ্ধের দাবিতে xyxy=(106,81,318,106)
subhead: পরিবারের পুনর্বাসন চায় না জনগণ : xyxy=(420,668,558,679)
port-authority-seal-icon: ⚓ xyxy=(761,1277,799,1315)
column-divider xyxy=(412,72,413,1858)
story-paragraph: এ দিকে আন্দোলনের বেগবান করতে গঠন করা হয়েছে ফ্যাসিবাদবিরোধী জাতীয় ঐক্য। কোনো আলোচনা, কোনো সমঝোতা নয় বলে নেতারা জানান। সারা দেশে একযোগে এ কর্মসূচি পালনের আহ্বান জানানো হয়। xyxy=(12,674,234,724)
story-paragraph: ফ্যাসিবাদের পতনদলটির শেষ পেরেক মারো। আমাদের মত-পথ আলাদা হতে পারে, তবে আওয়ামী লীগ নিষিদ্ধের প্রশ্নে সবাই এক। আওয়ামী লীগের সময়ে যারা গুম, খুন ও নির্যাতনের শিকার হয়েছেন তাদের পক্ষ থেকে আমরা এই দাবি জানাচ্ছি। xyxy=(12,609,234,672)
story-paragraph: শিক্ষকরা বলছেন, অভিজ্ঞ শিক্ষকের সংকট, পর্যাপ্ত প্রশিক্ষণের অভাব এবং অবকাঠামোগত দুর্বলতা এর জন্য দায়ী। সরকারের সংশ্লিষ্ট দফতর বিষয়টি খতিয়ে দেখছে। xyxy=(1048,135,1188,198)
story-paragraph: শিক্ষকরা বলছেন, অভিজ্ঞ শিক্ষকের সংকট, পর্যাপ্ত প্রশিক্ষণের অভাব এবং অবকাঠামোগত দুর্বলতা এর জন্য দায়ী। সরকারের সংশ্লিষ্ট দফতর বিষয়টি খতিয়ে দেখছে। xyxy=(752,659,892,722)
headline-fugitive-forces[interactable]: পলাতক অপশক্তির পুনর্বাসন xyxy=(472,548,686,570)
story-paragraph: অভিভাবকদের মতে, শিক্ষার্থীদের শিখন ঘাটতি পূরণে দ্রুত পদক্ষেপ নেয়া প্রয়োজন। মাদরাসা শিক্ষার মান উন্নয়নে পাঠ্যক্রম হালনাগাদ করার দাবি জানিয়েছেন শিক্ষাবিদরা। xyxy=(752,334,892,397)
story-divider xyxy=(12,1201,412,1202)
story-paragraph: শিক্ষকরা বলছেন, অভিজ্ঞ শিক্ষকের সংকট, পর্যাপ্ত প্রশিক্ষণের অভাব এবং অবকাঠামোগত দুর্বলতা এর জন্য দায়ী। সরকারের সংশ্লিষ্ট দফতর বিষয়টি খতিয়ে দেখছে। xyxy=(752,269,892,332)
story-paragraph: তারেক রহমান বলেন, বিএনপি এই অন্তর্বর্তীকালীন সরকারকে সফল দেখতে চায়। তবে দ্রুত নির্বাচনের রোডম্যাপ ঘোষণা করতে হবে। xyxy=(584,647,738,697)
date-text: সোমবার ১১ মে ২০২৬, ২৮ বৈশাখ ১৪৩৩ xyxy=(948,14,1116,25)
subhead: অবরোধে ভোগান্তি : xyxy=(246,449,323,460)
continued-label: ১ম পৃষ্ঠার পর xyxy=(12,1252,63,1263)
headline-capital-market[interactable]: লভ্যাংশ ও পুঁজিবাজারে বিনিয়োগে xyxy=(461,81,697,101)
ad-list-item: ৫। মালামাল সরবরাহ বা কাজ পাইয়ে দেয়ার কথা বলে অগ্রিম টাকা নিতে পারে। xyxy=(761,1457,1024,1467)
headline-buddha-purnima[interactable]: বুদ্ধ পূর্ণিমা আজ xyxy=(1048,415,1139,431)
story-paragraph: কোম্পানিগুলোকে বর ছাড়ের হারে বাজারে তালিকাভুক্ত হতে উৎসাহিত করা হচ্ছে। নতুন বাজেটে তালিকাভুক্ত ও অতালিকাভুক্ত কোম্পানির করহারের ব্যবধান বাড়ানোর প্রস্তাব রয়েছে। xyxy=(420,134,576,197)
ad-intro-text: চট্টগ্রাম বন্দর কর্তৃপক্ষ এর কে-টার্মিনাল প্রকল্প, মাতারবাড়ী সমুদ্র বন্দর উন্নয়ন প্রকল্প সহ বিভিন্ন উন্নয়ন প্রকল্পে নিয়োগ বিজ্ঞপ্তি, টেন্ডার/বাল্ক ক্রয় সংক্রান্ত সকল কার্যক্রম সম্পর্কে জনসাধারণকে সতর্ক করা যাচ্ছে। xyxy=(761,1364,1181,1385)
story-paragraph: তারেক রহমান বলেন, ধর্ম-বর্ণ নির্বিশেষে আমরা সবাই বাংলাদেশী। এই পরিচয়েই আমাদের ঐক্যবদ্ধ থাকতে হবে। xyxy=(584,881,738,918)
story-paragraph: মাদরাসা শিক্ষা বোর্ড সূত্রে জানা গেছে, এবারের দাখিল পরীক্ষায় অংশ নেয়া শিক্ষার্থীদের ফলাফল বিশ্লেষণ করে দেখা যায় আরবি ও ইংরেজি বিষয়ে পাসের হার তুলনামূলক কম। xyxy=(1048,265,1188,328)
story-paragraph: মাদরাসা শিক্ষা বোর্ড সূত্রে জানা গেছে, এবারের দাখিল পরীক্ষায় অংশ নেয়া শিক্ষার্থীদের ফলাফল বিশ্লেষণ করে দেখা যায় আরবি ও ইংরেজি বিষয়ে পাসের হার তুলনামূলক কম। xyxy=(900,720,1040,783)
